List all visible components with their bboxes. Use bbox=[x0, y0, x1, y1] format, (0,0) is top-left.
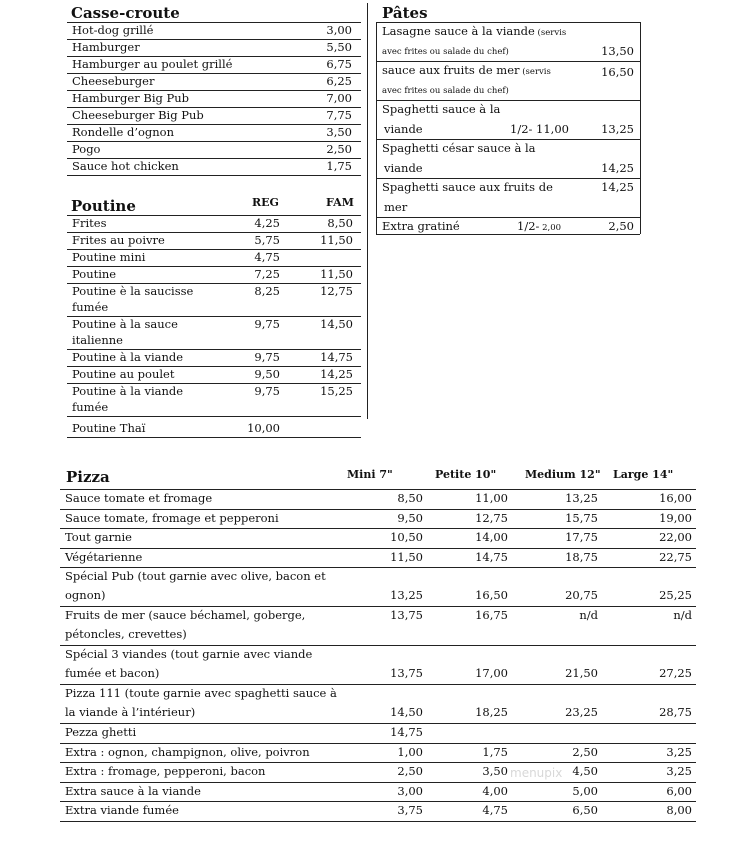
pizza-item-name: Végétarienne bbox=[65, 549, 143, 564]
pizza-price: 16,00 bbox=[659, 491, 692, 505]
pates-item-name bbox=[382, 181, 553, 194]
poutine-item-name-line2: italienne bbox=[72, 333, 123, 347]
poutine-price-fam: 14,50 bbox=[320, 317, 353, 331]
poutine-price-reg: 9,75 bbox=[254, 317, 280, 331]
pates-item-price: 13,50 bbox=[601, 44, 634, 58]
pizza-price: 17,75 bbox=[565, 530, 598, 544]
row-divider bbox=[67, 141, 361, 142]
pizza-price: 28,75 bbox=[659, 705, 692, 719]
row-divider bbox=[376, 22, 640, 23]
pizza-price: 16,75 bbox=[475, 608, 508, 622]
pates-table-border bbox=[640, 22, 641, 234]
pizza-item-name: Extra viande fumée bbox=[65, 803, 179, 817]
pates-half-price bbox=[517, 220, 561, 235]
pizza-item-name-line2: ognon) bbox=[65, 588, 106, 602]
pizza-price: 15,75 bbox=[565, 510, 598, 525]
pizza-size-header: Petite 10" bbox=[435, 468, 497, 481]
pizza-item-name: Extra : fromage, pepperoni, bacon bbox=[65, 764, 266, 778]
pizza-price: 11,50 bbox=[390, 549, 423, 564]
poutine-price-fam: 11,50 bbox=[320, 233, 353, 247]
pizza-price: 12,75 bbox=[475, 510, 508, 525]
poutine-price-reg: 4,25 bbox=[254, 216, 280, 230]
row-divider bbox=[376, 61, 640, 62]
pizza-item-name: Spécial Pub (tout garnie avec olive, bacon et bbox=[65, 569, 326, 583]
poutine-price-fam: 14,75 bbox=[320, 350, 353, 364]
poutine-col-reg: REG bbox=[252, 196, 279, 209]
poutine-item-name: Poutine à la viande bbox=[72, 384, 184, 398]
pates-table-border bbox=[376, 22, 377, 234]
row-divider bbox=[376, 234, 640, 235]
row-divider bbox=[60, 528, 696, 529]
pates-half-label: 1/2- bbox=[517, 219, 540, 233]
pates-half-value: 2,00 bbox=[539, 223, 562, 233]
poutine-item-name: Poutine à la sauce bbox=[72, 317, 178, 331]
pates-item-title: Spaghetti sauce aux fruits de bbox=[382, 180, 553, 194]
pates-item-name bbox=[382, 103, 500, 116]
poutine-item-name: Poutine au poulet bbox=[72, 367, 175, 381]
pizza-price: 2,50 bbox=[572, 744, 598, 759]
column-divider bbox=[367, 3, 368, 419]
pizza-price: 2,50 bbox=[397, 764, 423, 778]
menu-item-price: 6,75 bbox=[326, 57, 352, 71]
pizza-price: 4,00 bbox=[482, 783, 508, 798]
pizza-price: n/d bbox=[579, 608, 598, 622]
pizza-title: Pizza bbox=[66, 468, 110, 486]
pizza-item-name: Extra sauce à la viande bbox=[65, 783, 201, 798]
row-divider bbox=[60, 548, 696, 549]
poutine-price-reg: 8,25 bbox=[254, 284, 280, 298]
pizza-price: 4,75 bbox=[482, 803, 508, 817]
poutine-item-name: Poutine mini bbox=[72, 250, 146, 264]
menu-item-price: 7,75 bbox=[326, 108, 352, 122]
menu-item-name: Rondelle d’ognon bbox=[72, 125, 175, 139]
pizza-price: 14,75 bbox=[390, 725, 423, 739]
pates-item-price: 16,50 bbox=[601, 65, 634, 79]
pates-item-name bbox=[382, 64, 551, 79]
casse-croute-title: Casse-croute bbox=[71, 4, 180, 22]
menu-item-name: Hamburger bbox=[72, 40, 140, 54]
pizza-item-name-line2: fumée et bacon) bbox=[65, 666, 160, 680]
pates-item-name bbox=[382, 25, 566, 40]
pizza-price: 3,25 bbox=[666, 764, 692, 778]
row-divider bbox=[60, 684, 696, 685]
menu-item-name: Hot-dog grillé bbox=[72, 23, 154, 37]
pizza-size-header: Large 14" bbox=[613, 468, 674, 481]
pizza-price: 13,25 bbox=[390, 588, 423, 602]
pizza-price: 14,75 bbox=[475, 549, 508, 564]
pizza-price: 22,75 bbox=[659, 549, 692, 564]
poutine-price-reg: 4,75 bbox=[254, 250, 280, 264]
row-divider bbox=[67, 175, 361, 176]
pates-item-price: 14,25 bbox=[601, 180, 634, 194]
pates-item-title: Spaghetti césar sauce à la bbox=[382, 141, 536, 155]
watermark: menupix bbox=[510, 766, 563, 780]
row-divider bbox=[67, 215, 361, 216]
poutine-price-reg: 9,50 bbox=[254, 367, 280, 381]
menu-item-price: 5,50 bbox=[326, 40, 352, 54]
pizza-price: 4,50 bbox=[572, 764, 598, 778]
pizza-item-name: Extra : ognon, champignon, olive, poivron bbox=[65, 744, 310, 759]
pizza-price: 6,00 bbox=[666, 783, 692, 798]
pizza-price: 14,50 bbox=[390, 705, 423, 719]
row-divider bbox=[60, 606, 696, 607]
pizza-item-name: Tout garnie bbox=[65, 530, 132, 544]
poutine-item-name: Poutine bbox=[72, 267, 117, 281]
pizza-size-header: Mini 7" bbox=[347, 468, 393, 481]
pates-item-name-line2: mer bbox=[384, 200, 408, 214]
row-divider bbox=[60, 645, 696, 646]
row-divider bbox=[60, 743, 696, 744]
row-divider bbox=[376, 178, 640, 179]
menu-item-price: 6,25 bbox=[326, 74, 352, 88]
pizza-price: 18,25 bbox=[475, 705, 508, 719]
pizza-price: 11,00 bbox=[475, 491, 508, 505]
pizza-price: 14,00 bbox=[475, 530, 508, 544]
menu-item-name: Pogo bbox=[72, 142, 101, 156]
pates-item-title: Spaghetti sauce à la bbox=[382, 102, 501, 116]
row-divider bbox=[60, 723, 696, 724]
row-divider bbox=[60, 821, 696, 822]
pates-title: Pâtes bbox=[382, 4, 428, 22]
pizza-price: 3,00 bbox=[397, 783, 423, 798]
poutine-price-fam: 15,25 bbox=[320, 384, 353, 398]
pates-item-price: 13,25 bbox=[601, 122, 634, 136]
menu-item-price: 2,50 bbox=[326, 142, 352, 156]
pizza-price: 27,25 bbox=[659, 666, 692, 680]
pizza-price: 6,50 bbox=[572, 803, 598, 817]
pizza-item-name: Spécial 3 viandes (tout garnie avec viande bbox=[65, 647, 313, 661]
row-divider bbox=[376, 139, 640, 140]
pizza-price: 20,75 bbox=[565, 588, 598, 602]
menu-item-price: 3,00 bbox=[326, 23, 352, 37]
row-divider bbox=[67, 437, 361, 438]
row-divider bbox=[60, 489, 696, 490]
pates-item-note: (servis bbox=[534, 28, 567, 38]
pizza-price: 16,50 bbox=[475, 588, 508, 602]
pates-item-name bbox=[382, 142, 536, 155]
poutine-item-name-line2: fumée bbox=[72, 400, 109, 414]
pizza-item-name-line2: pétoncles, crevettes) bbox=[65, 627, 187, 641]
pates-item-price: 2,50 bbox=[608, 219, 634, 233]
pates-item-title: Lasagne sauce à la viande bbox=[382, 24, 535, 38]
row-divider bbox=[60, 762, 696, 763]
pizza-price: 3,50 bbox=[482, 764, 508, 778]
pates-item-title: Extra gratiné bbox=[382, 219, 460, 233]
pizza-price: 10,50 bbox=[390, 530, 423, 544]
pizza-item-name-line2: la viande à l’intérieur) bbox=[65, 705, 196, 719]
poutine-price-reg: 5,75 bbox=[254, 233, 280, 247]
pizza-price: 3,25 bbox=[666, 744, 692, 759]
poutine-item-name: Poutine à la viande bbox=[72, 350, 184, 364]
pizza-price: 17,00 bbox=[475, 666, 508, 680]
menu-item-name: Hamburger Big Pub bbox=[72, 91, 190, 105]
poutine-title: Poutine bbox=[71, 197, 136, 215]
poutine-price-reg: 7,25 bbox=[254, 267, 280, 281]
pizza-price: 22,00 bbox=[659, 530, 692, 544]
menu-item-price: 1,75 bbox=[326, 159, 352, 173]
pizza-price: 1,75 bbox=[482, 744, 508, 759]
pates-item-name bbox=[382, 220, 460, 233]
pizza-item-name: Fruits de mer (sauce béchamel, goberge, bbox=[65, 608, 306, 622]
pizza-price: 25,25 bbox=[659, 588, 692, 602]
pizza-price: 13,25 bbox=[565, 491, 598, 505]
pizza-price: 8,00 bbox=[666, 803, 692, 817]
row-divider bbox=[60, 509, 696, 510]
pizza-item-name: Pezza ghetti bbox=[65, 725, 137, 739]
pizza-price: 13,75 bbox=[390, 666, 423, 680]
poutine-price-reg: 10,00 bbox=[247, 421, 280, 435]
pizza-price: n/d bbox=[673, 608, 692, 622]
menu-item-name: Cheeseburger bbox=[72, 74, 155, 88]
pates-item-name-line2: viande bbox=[384, 122, 423, 136]
pates-item-title: sauce aux fruits de mer bbox=[382, 63, 520, 77]
row-divider bbox=[60, 782, 696, 783]
pates-item-note-line2: avec frites ou salade du chef) bbox=[382, 86, 509, 96]
menu-item-name: Sauce hot chicken bbox=[72, 159, 179, 173]
row-divider bbox=[60, 801, 696, 802]
poutine-price-fam: 12,75 bbox=[320, 284, 353, 298]
pizza-price: 8,50 bbox=[397, 491, 423, 505]
pizza-price: 21,50 bbox=[565, 666, 598, 680]
poutine-price-fam: 8,50 bbox=[327, 216, 353, 230]
pizza-price: 9,50 bbox=[397, 510, 423, 525]
menu-item-price: 3,50 bbox=[326, 125, 352, 139]
pates-half-price: 1/2- 11,00 bbox=[510, 122, 569, 136]
poutine-item-name: Frites bbox=[72, 216, 107, 230]
row-divider bbox=[67, 416, 361, 417]
pizza-item-name: Sauce tomate et fromage bbox=[65, 491, 213, 505]
pates-item-note-line2: avec frites ou salade du chef) bbox=[382, 47, 509, 57]
pizza-price: 19,00 bbox=[659, 510, 692, 525]
pates-item-price: 14,25 bbox=[601, 161, 634, 175]
poutine-item-name: Poutine è la saucisse bbox=[72, 284, 194, 298]
menu-item-name: Hamburger au poulet grillé bbox=[72, 57, 233, 71]
poutine-item-name: Frites au poivre bbox=[72, 233, 165, 247]
poutine-price-reg: 9,75 bbox=[254, 384, 280, 398]
poutine-price-fam: 14,25 bbox=[320, 367, 353, 381]
pizza-size-header: Medium 12" bbox=[525, 468, 601, 481]
pizza-item-name: Sauce tomate, fromage et pepperoni bbox=[65, 510, 279, 525]
pates-item-name-line2: viande bbox=[384, 161, 423, 175]
poutine-price-reg: 9,75 bbox=[254, 350, 280, 364]
poutine-item-name-line2: fumée bbox=[72, 300, 109, 314]
pizza-price: 1,00 bbox=[397, 744, 423, 759]
row-divider bbox=[376, 100, 640, 101]
pizza-item-name: Pizza 111 (toute garnie avec spaghetti sauce à bbox=[65, 686, 337, 700]
pates-item-note: (servis bbox=[519, 67, 551, 77]
poutine-item-name: Poutine Thaï bbox=[72, 421, 146, 435]
pizza-price: 3,75 bbox=[397, 803, 423, 817]
menu-item-price: 7,00 bbox=[326, 91, 352, 105]
pizza-price: 5,00 bbox=[572, 783, 598, 798]
row-divider bbox=[376, 217, 640, 218]
poutine-col-fam: FAM bbox=[326, 196, 354, 209]
row-divider bbox=[60, 567, 696, 568]
pizza-price: 13,75 bbox=[390, 608, 423, 622]
poutine-price-fam: 11,50 bbox=[320, 267, 353, 281]
menu-item-name: Cheeseburger Big Pub bbox=[72, 108, 204, 122]
pizza-price: 23,25 bbox=[565, 705, 598, 719]
pizza-price: 18,75 bbox=[565, 549, 598, 564]
